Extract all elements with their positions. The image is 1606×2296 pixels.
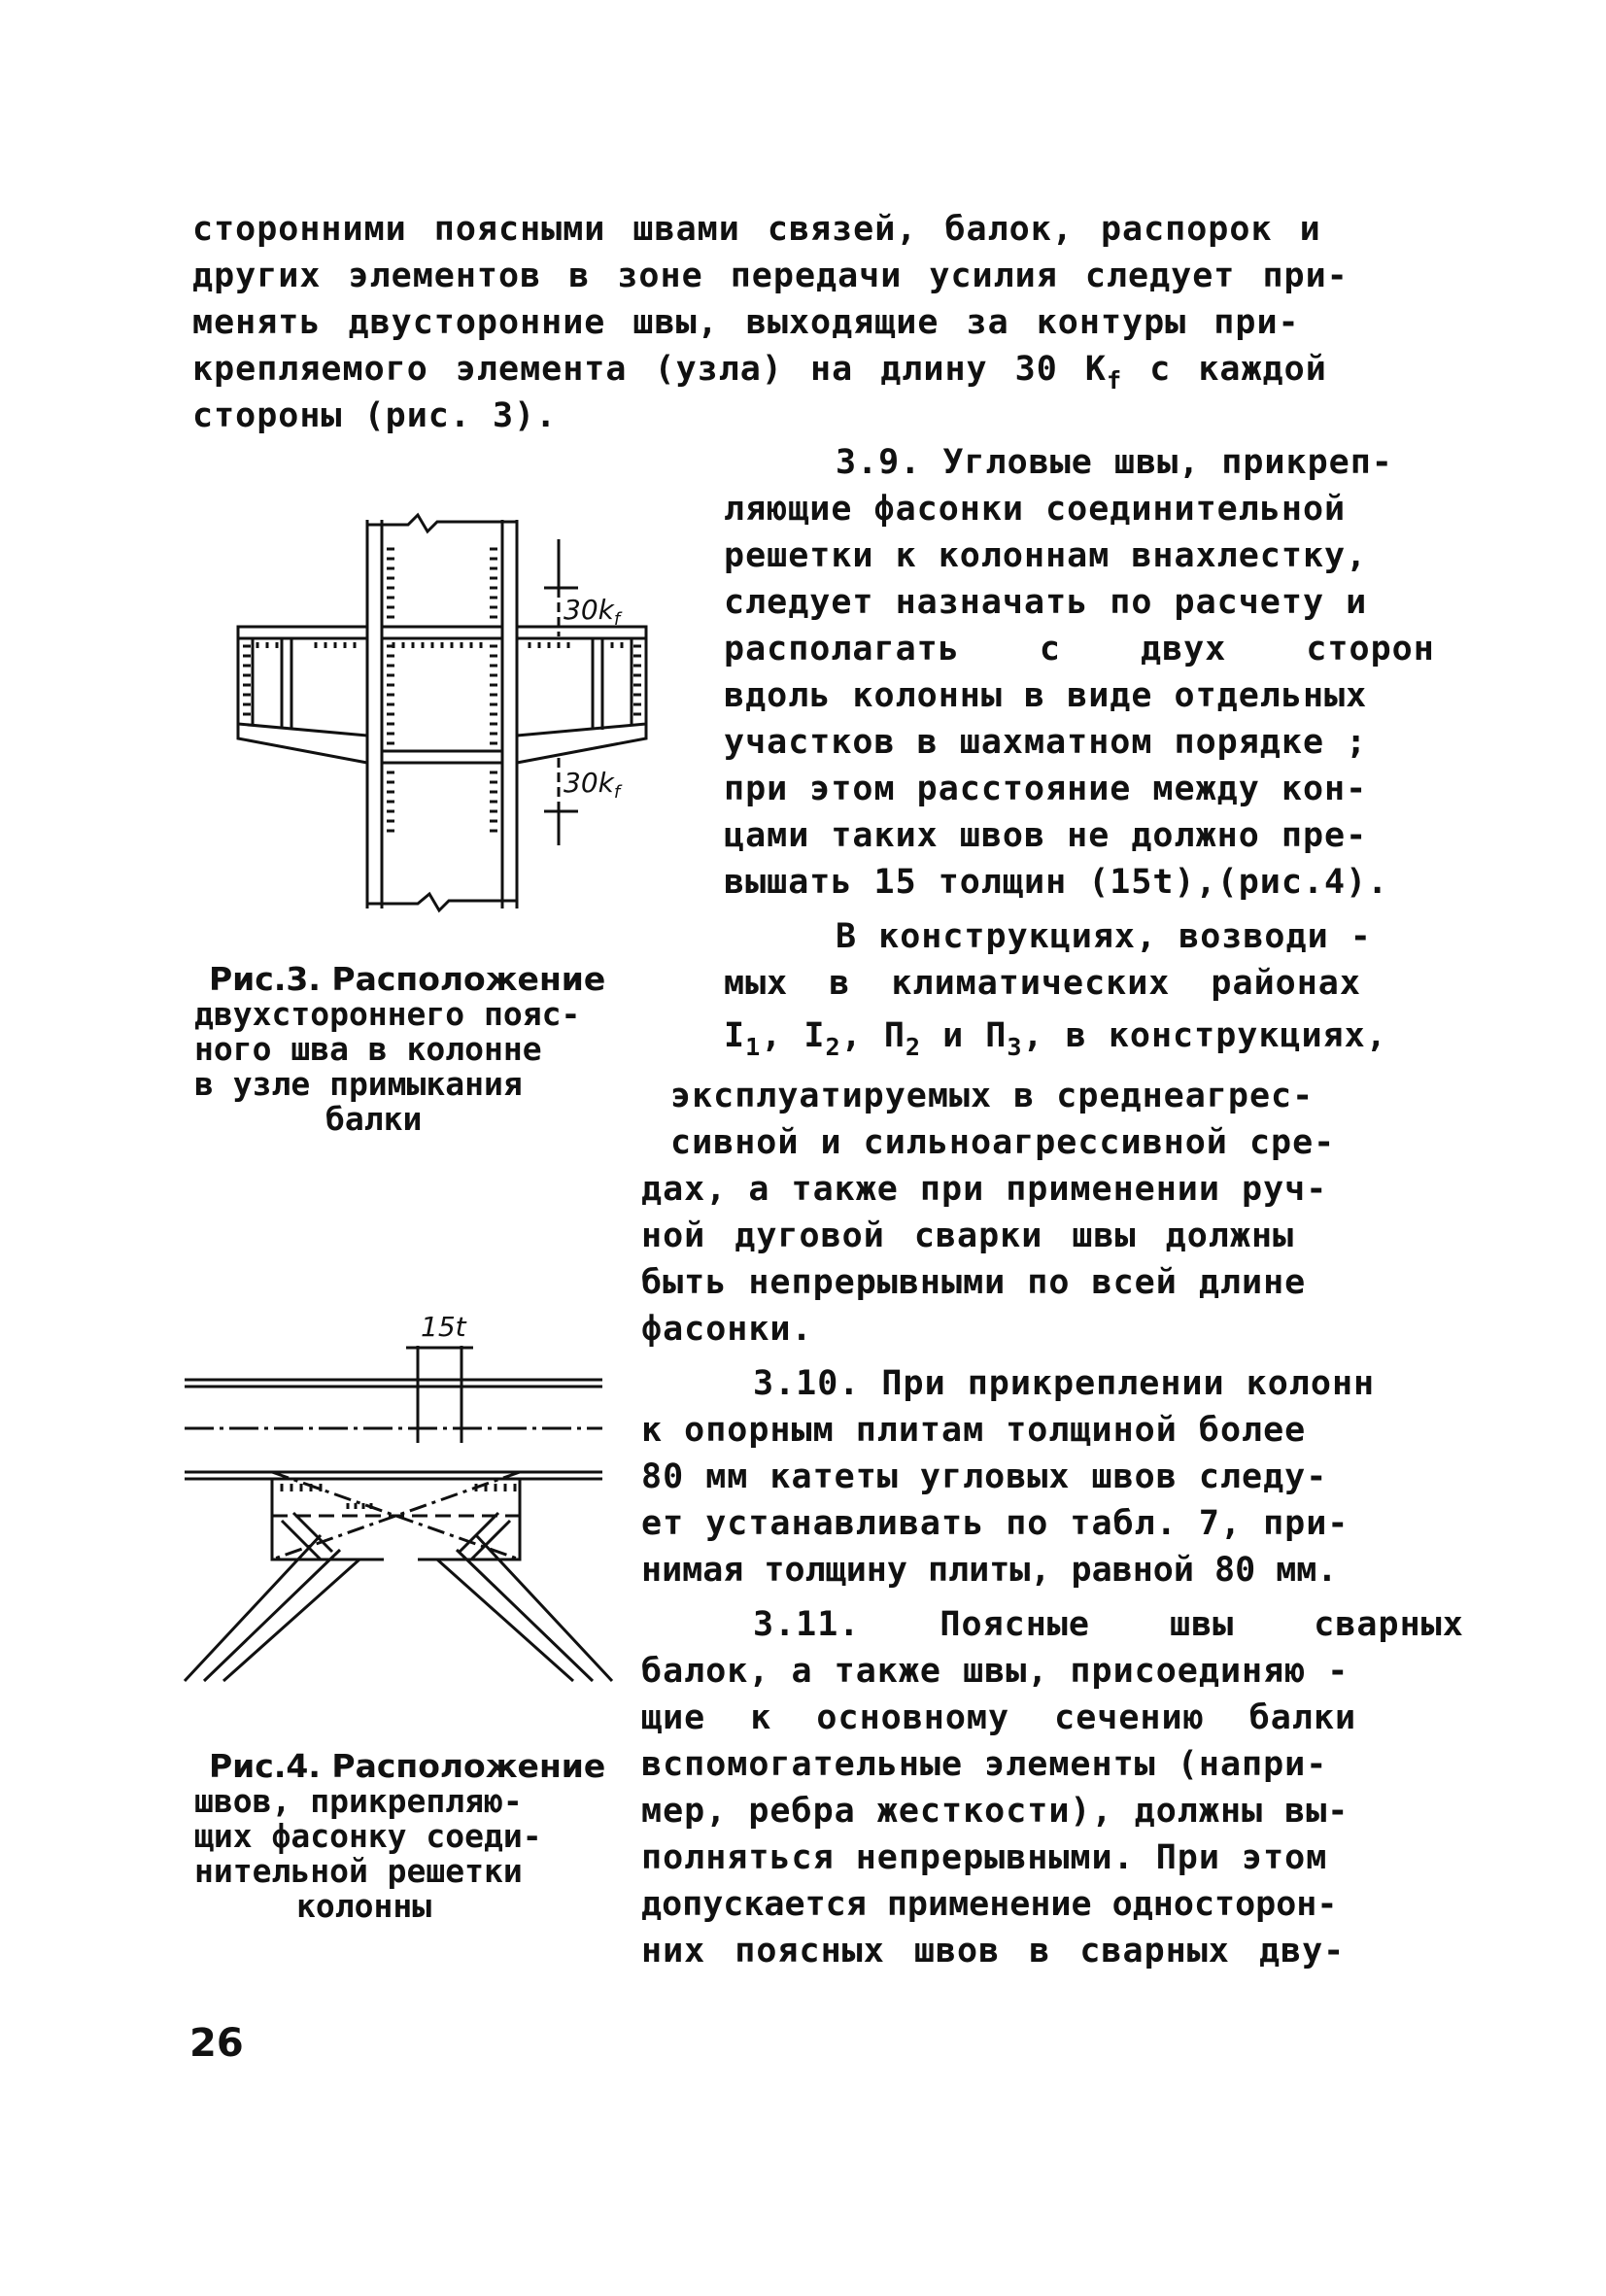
text-line: 3.11. Поясные швы сварных: [753, 1605, 1464, 1644]
caption-line: нительной решетки: [194, 1852, 523, 1890]
region-symbol: I: [724, 1016, 746, 1055]
caption-line: щих фасонку соеди-: [194, 1817, 542, 1855]
text-line: ет устанавливать по табл. 7, при-: [641, 1504, 1350, 1543]
text-line: них поясных швов в сварных дву-: [641, 1932, 1346, 1970]
region-symbol: П: [883, 1016, 906, 1055]
fig4-diagram: [185, 1297, 632, 1666]
text-line: [192, 346, 1327, 393]
text-span: , в конструкциях,: [1022, 1016, 1387, 1055]
break-mark: [367, 894, 517, 910]
text-line: менять двусторонние швы, выходящие за контуры при-: [192, 303, 1300, 342]
beam-left: [238, 638, 367, 736]
text-line: 80 мм катеты угловых швов следу-: [641, 1457, 1328, 1496]
beam-right-top: [517, 627, 646, 638]
region-symbol: П: [985, 1016, 1008, 1055]
text-line: следует назначать по расчету и: [724, 583, 1368, 622]
region-index: 3: [1007, 1032, 1023, 1061]
caption-line: Рис.4. Расположение: [209, 1747, 606, 1785]
text-line: вспомогательные элементы (напри-: [641, 1745, 1328, 1784]
region-index: 2: [825, 1032, 841, 1061]
text-line: допускается применение односторон-: [641, 1885, 1338, 1924]
text-line: других элементов в зоне передачи усилия следует при-: [192, 257, 1349, 295]
text-line: эксплуатируемых в среднеагрес-: [670, 1077, 1315, 1115]
text-line: решетки к колоннам внахлестку,: [724, 536, 1368, 575]
beam-right: [517, 638, 646, 736]
text-line: сивной и сильноагрессивной сре-: [670, 1123, 1336, 1162]
fig3-dim-label: $30k_f$: [564, 767, 621, 803]
text-line: фасонки.: [641, 1310, 813, 1349]
text-line: вдоль колонны в виде отдельных: [724, 676, 1368, 715]
subscript: f: [1106, 365, 1123, 394]
text-line: цами таких швов не должно пре-: [724, 816, 1368, 855]
text-line: сторонними поясными швами связей, балок, распорок и: [192, 210, 1321, 249]
text-line: балок, а также швы, присоединяю -: [641, 1652, 1350, 1691]
text-line: щие к основному сечению балки: [641, 1698, 1357, 1737]
text-line: вышать 15 толщин (15t),(рис.4).: [724, 863, 1389, 902]
caption-line: швов, прикрепляю-: [194, 1782, 523, 1820]
break-mark: [367, 515, 517, 531]
text-line: ной дуговой сварки швы должны: [641, 1217, 1295, 1255]
text-line: быть непрерывными по всей длине: [641, 1263, 1307, 1302]
text-line: дах, а также при применении руч-: [641, 1170, 1328, 1209]
text-span: крепляемого элемента (узла) на длину 30 K: [192, 350, 1107, 389]
region-index: 1: [745, 1032, 762, 1061]
text-line: В конструкциях, возводи -: [836, 917, 1372, 956]
text-line: ляющие фасонки соединительной: [724, 490, 1347, 529]
caption-line: балки: [325, 1100, 423, 1138]
page-number: 26: [189, 2021, 244, 2066]
text-line: $I_1$, $I_2$, $П_2$ и $П_3$, в конструкциях,: [724, 1016, 1387, 1061]
caption-line: двухстороннего пояс-: [194, 995, 581, 1033]
text-line: при этом расстояние между кон-: [724, 770, 1368, 808]
text-line: 3.10. При прикреплении колонн: [753, 1364, 1376, 1403]
text-span: с каждой: [1149, 350, 1327, 389]
text-line: располагать с двух сторон: [724, 630, 1435, 668]
beam-left-top: [238, 627, 367, 638]
region-index: 2: [905, 1032, 922, 1061]
region-symbol: I: [803, 1016, 826, 1055]
fig3-diagram: [223, 510, 651, 918]
text-line: 3.9. Угловые швы, прикреп-: [836, 443, 1393, 482]
text-line: стороны (рис. 3).: [192, 396, 558, 435]
text-span: и: [942, 1016, 965, 1055]
caption-line: Рис.3. Расположение: [209, 960, 606, 998]
text-line: участков в шахматном порядке ;: [724, 723, 1368, 762]
text-line: полняться непрерывными. При этом: [641, 1838, 1328, 1877]
text-line: к опорным плитам толщиной более: [641, 1411, 1307, 1450]
fig4-dim-label: 15t: [421, 1311, 466, 1343]
text-line: мер, ребра жесткости), должны вы-: [641, 1792, 1350, 1831]
caption-line: колонны: [296, 1887, 432, 1925]
brace-right: [437, 1535, 612, 1681]
text-line: нимая толщину плиты, равной 80 мм.: [641, 1551, 1338, 1590]
fig3-dim-label: $30k_f$: [564, 594, 621, 630]
caption-line: ного шва в колонне: [194, 1030, 542, 1068]
text-line: мых в климатических районах: [724, 964, 1361, 1003]
caption-line: в узле примыкания: [194, 1065, 523, 1103]
